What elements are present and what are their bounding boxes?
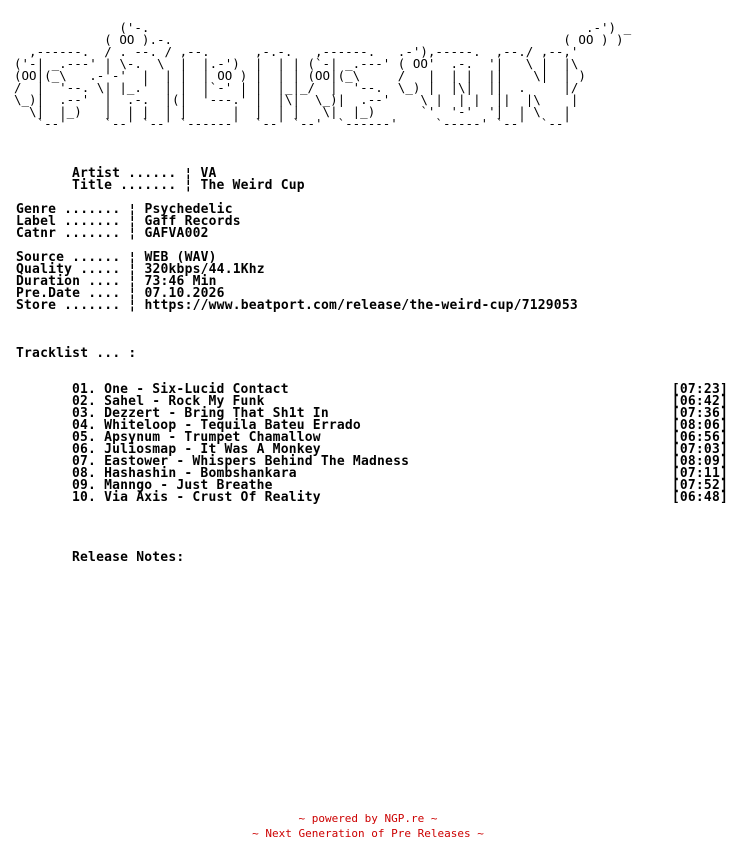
- store-row: [16, 300, 578, 312]
- track-title: 09. Manngo - Just Breathe: [72, 478, 273, 493]
- title-value: The Weird Cup: [200, 178, 305, 193]
- duration-label: Duration ....: [16, 274, 129, 289]
- track-list: [72, 384, 728, 504]
- track-time: [07:11]: [671, 466, 728, 481]
- title-label: Title .......: [72, 178, 185, 193]
- predate-label: Pre.Date ....: [16, 286, 129, 301]
- track-time: [08:06]: [671, 418, 728, 433]
- release-notes-heading: Release Notes:: [72, 550, 185, 565]
- title-row: [16, 180, 305, 192]
- release-notes-block: [72, 552, 184, 564]
- duration-value: 73:46 Min: [144, 274, 217, 289]
- label-label: Label .......: [16, 214, 129, 229]
- track-time: [06:48]: [671, 490, 728, 505]
- genre-value: Psychedelic: [144, 202, 233, 217]
- track-time: [07:52]: [671, 478, 728, 493]
- tracklist-heading-block: [16, 348, 136, 360]
- source-block: [16, 252, 578, 312]
- separator: ¦: [128, 214, 137, 229]
- track-time: [07:23]: [671, 382, 728, 397]
- footer-tagline: ~ Next Generation of Pre Releases ~: [252, 827, 484, 840]
- track-time: [08:09]: [671, 454, 728, 469]
- source-value: WEB (WAV): [144, 250, 217, 265]
- header-block: [16, 168, 305, 192]
- separator: ¦: [184, 166, 193, 181]
- store-label: Store .......: [16, 298, 129, 313]
- source-label: Source ......: [16, 250, 129, 265]
- store-link[interactable]: https://www.beatport.com/release/the-weird-cup/7129053: [144, 298, 578, 313]
- separator: ¦: [184, 178, 193, 193]
- track-title: 01. One - Six-Lucid Contact: [72, 382, 289, 397]
- label-value: Gaff Records: [144, 214, 241, 229]
- separator: ¦: [128, 202, 137, 217]
- track-time: [06:42]: [671, 394, 728, 409]
- artist-value: VA: [200, 166, 217, 181]
- artist-label: Artist ......: [72, 166, 185, 181]
- track-title: 08. Hashashin - Bombshankara: [72, 466, 297, 481]
- predate-value: 07.10.2026: [144, 286, 225, 301]
- track-title: 02. Sahel - Rock My Funk: [72, 394, 265, 409]
- track-time: [07:36]: [671, 406, 728, 421]
- track-time: [07:03]: [671, 442, 728, 457]
- track-title: 04. Whiteloop - Tequila Bateu Errado: [72, 418, 361, 433]
- track-title: 06. Juliosmap - It Was A Monkey: [72, 442, 321, 457]
- track-title: 05. Apsynum - Trumpet Chamallow: [72, 430, 321, 445]
- footer-powered-by[interactable]: ~ powered by NGP.re ~: [298, 812, 438, 825]
- separator: ¦: [128, 274, 137, 289]
- track-title: 10. Via Axis - Crust Of Reality: [72, 490, 321, 505]
- catnr-label: Catnr .......: [16, 226, 129, 241]
- track-title: 07. Eastower - Whispers Behind The Madness: [72, 454, 410, 469]
- genre-label: Genre .......: [16, 202, 129, 217]
- separator: ¦: [128, 250, 137, 265]
- separator: ¦: [128, 226, 137, 241]
- meta-block: [16, 204, 241, 240]
- separator: ¦: [128, 286, 137, 301]
- separator: ¦: [128, 298, 137, 313]
- track-time: [06:56]: [671, 430, 728, 445]
- separator: ¦: [128, 262, 137, 277]
- catnr-row: [16, 228, 241, 240]
- catnr-value: GAFVA002: [144, 226, 209, 241]
- tracklist-heading: Tracklist ... :: [16, 346, 137, 361]
- quality-value: 320kbps/44.1Khz: [144, 262, 265, 277]
- track-title: 03. Dezzert - Bring That Sh1t In: [72, 406, 329, 421]
- ascii-logo: ('-. .-') _ ( OO ).-. ( OO ) ) ,------. / . --. / ,--. ,-.-. ,------. .-'),-----. ,--./ ,--,' ('-| _.---' | \-. \ | |.-') | | | (`-| _.---' ( OO' .-. '| \ | |\ (OO|(_\ .-'-' | | | | OO ) | | | (OO|(_\ / | | | || \| | ) / | '--. \| |_.' | | |`-' | | |_|_/ | '--. \_) | |\| || . |/ \_)| .--' | .-. |(| '---.' | |\| \_)| .--' \ | | | || |\ | \| |_) | | | | | | | | | \| |_) `' '-' '| | \ | `--' `--' `--' `------' `--' `--' `------' `-----' `--' `--': [14, 20, 632, 131]
- quality-label: Quality .....: [16, 262, 129, 277]
- list-item: [72, 492, 728, 504]
